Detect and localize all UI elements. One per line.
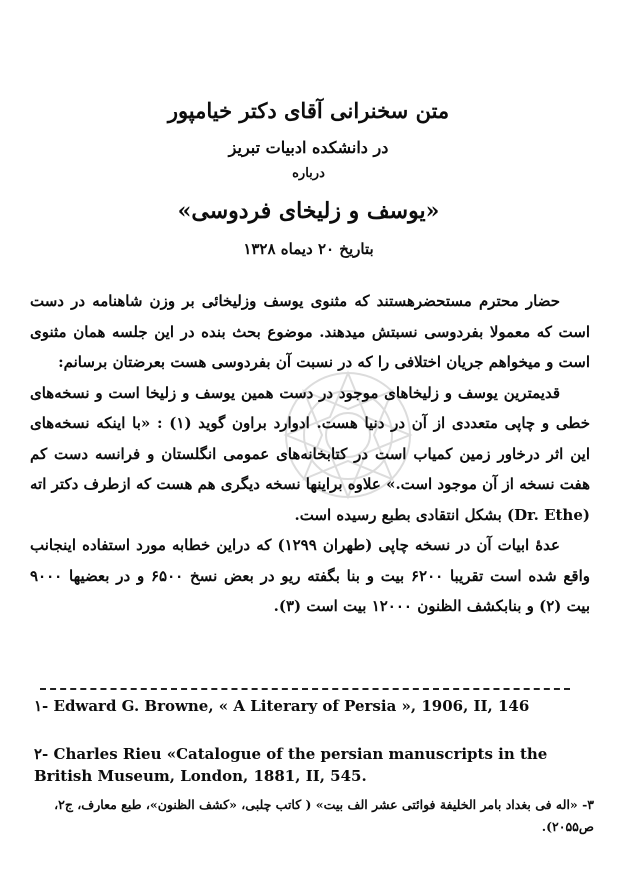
speech-body <box>30 286 590 622</box>
speech-title: متن سخنرانی آقای دکتر خیامپور <box>167 98 450 123</box>
footnote-2: ۲- Charles Rieu «Catalogue of the persian manuscripts in the British Museum, London, 1881, II, 545. <box>34 745 548 785</box>
paragraph: حضار محترم مستحضرهستند که مثنوی یوسف وزلیخائی بر وزن شاهنامه در دست است که معمولا بفردوسی نسبتش میدهند. موضوع بحث بنده در این جلسه همان مثنوی است و میخواهم جریان اختلافی را که در نسبت آن بفردوسی هست بعرضتان برسانم: <box>30 292 590 371</box>
speech-venue: در دانشکده ادبیات تبریز <box>228 138 389 157</box>
paragraph: عدهٔ ابیات آن در نسخه چاپی (طهران ۱۲۹۹) که دراین خطابه مورد استفاده اینجانب واقع شده است تقریبا ۶۲۰۰ بیت و بنا بگفته ریو در بعض نسخ ۶۵۰۰ و در بعضیها ۹۰۰۰ بیت (۲) و بنابکشف الظنون ۱۲۰۰۰ بیت است (۳). <box>30 536 590 615</box>
paragraph: قدیمترین یوسف و زلیخاهای موجود در دست همین یوسف و زلیخا است و نسخه‌های خطی و چاپی متعددی از آن در دنیا هست. ادوارد براون گوید (۱) : «با اینکه نسخه‌های این اثر درخاور زمین کمیاب است در کتابخانه‌های عمومی انگلستان و فرانسه دست کم هفت نسخه از آن موجود است.» علاوه براینها نسخه دیگری هم هست که ازطرف دکتر اته (Dr. Ethe) بشکل انتقادی بطبع رسیده است. <box>30 383 590 524</box>
footnote-1: ۱- Edward G. Browne, « A Literary of Persia », 1906, II, 146 <box>34 697 530 715</box>
speech-date: بتاریخ ۲۰ دیماه ۱۳۲۸ <box>243 240 374 258</box>
footnote-3: ۳- «اله فی بغداد بامر الخلیفة فوائتی عشر الف بیت» ( کاتب چلبی، «کشف الظنون»، طبع معارف، ج۲، ص۲۰۵۵). <box>54 797 594 834</box>
speech-subject: «یوسف و زلیخای فردوسی» <box>177 198 440 224</box>
speech-about-label: درباره <box>292 166 325 181</box>
footnote-divider <box>40 688 570 690</box>
